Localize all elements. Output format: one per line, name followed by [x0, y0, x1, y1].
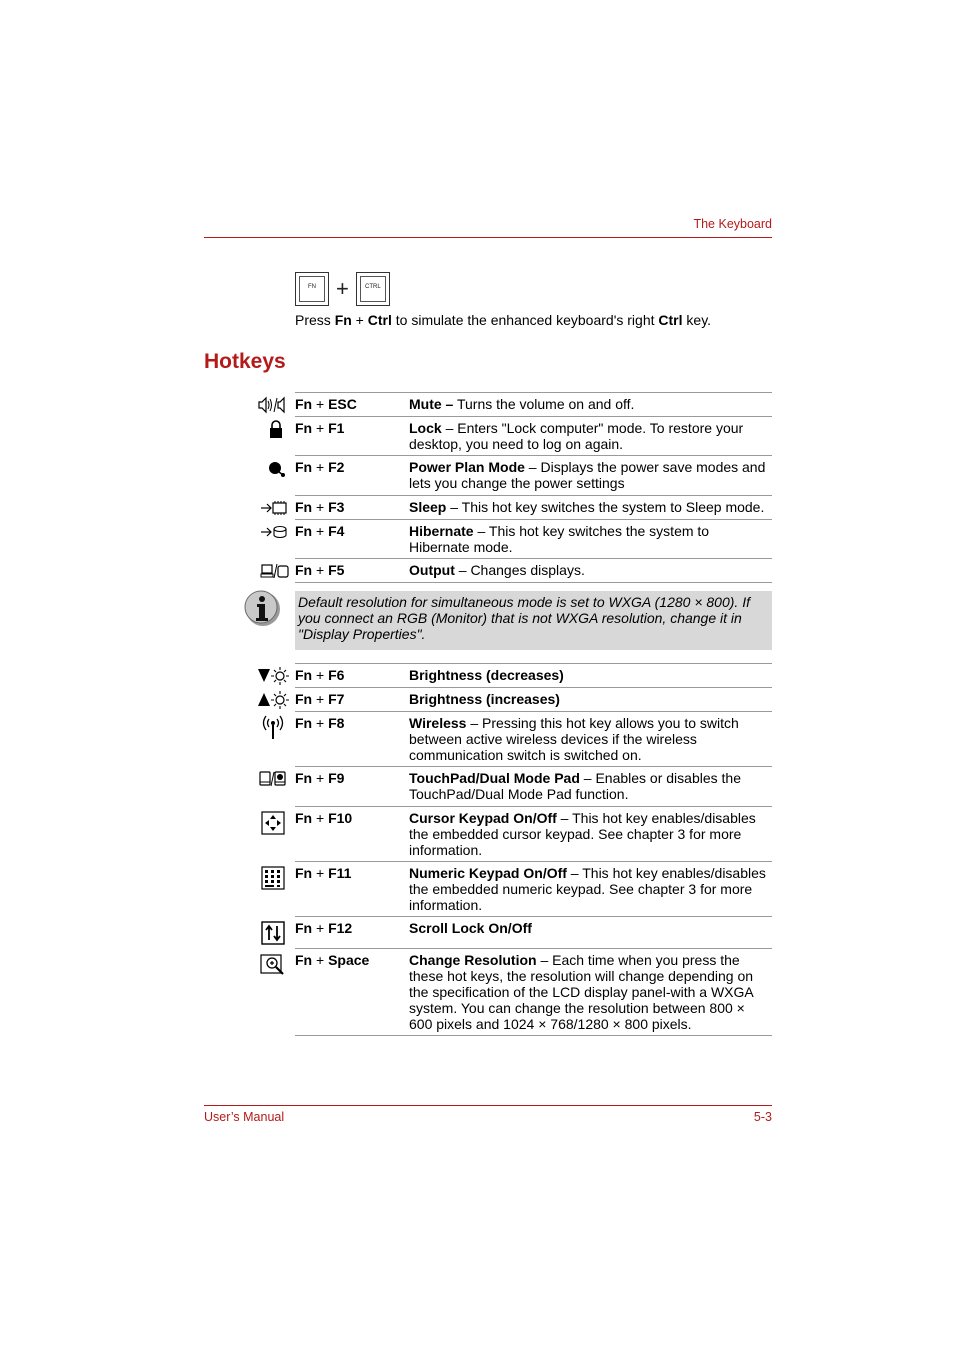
- brightness-up-icon: [257, 690, 289, 710]
- brightness-down-icon: [257, 666, 289, 686]
- fn-key-label: Fn: [295, 420, 313, 436]
- intro-ctrl: Ctrl: [367, 312, 392, 328]
- function-name: Brightness (decreases): [409, 667, 564, 683]
- function-description: – Each time when you press the these hot keys, the resolution will change depending on the specification of the LCD display panel-with a WXGA system. You can change the resolution between 800 × 600 pixels and 1024 × 768/1280 × 800 pixels.: [409, 952, 754, 1032]
- fn-key-label: Fn: [295, 499, 313, 515]
- hotkey-row: [295, 917, 772, 949]
- hotkey-row: [295, 456, 772, 496]
- wireless-icon: [257, 714, 289, 740]
- hotkey-combination: [295, 396, 357, 412]
- hotkey-row: [295, 664, 772, 688]
- hotkey-row: [295, 862, 772, 917]
- fn-key-label: Fn: [295, 810, 313, 826]
- fn-key-label: Fn: [295, 667, 313, 683]
- function-name: Numeric Keypad On/Off: [409, 865, 567, 881]
- plus-text: +: [312, 459, 329, 475]
- function-name: Hibernate: [409, 523, 474, 539]
- sleep-icon: [257, 498, 289, 518]
- hotkey-combination: [295, 920, 352, 936]
- hotkey-description: [409, 715, 772, 763]
- hotkey-combination: [295, 952, 369, 968]
- function-name: TouchPad/Dual Mode Pad: [409, 770, 580, 786]
- plus-text: +: [312, 770, 329, 786]
- function-name: Wireless: [409, 715, 467, 731]
- hotkey-combination: [295, 667, 344, 683]
- key-label: F2: [328, 459, 345, 475]
- function-description: – Changes displays.: [454, 562, 585, 578]
- hibernate-icon: [257, 522, 289, 542]
- hotkey-table-2: [295, 663, 772, 1036]
- info-icon: [244, 590, 282, 628]
- intro-ctrl: Ctrl: [658, 312, 683, 328]
- function-description: – Pressing this hot key allows you to switch between active wireless devices if the wireless communication switch is switched on.: [409, 715, 739, 763]
- zoom-resolution-icon: [257, 953, 289, 977]
- function-description: – Enables or disables the TouchPad/Dual Mode Pad function.: [409, 770, 741, 802]
- intro-text: +: [351, 312, 368, 328]
- hotkey-row: [295, 496, 772, 520]
- scroll-lock-icon: [257, 921, 289, 945]
- hotkey-row: [295, 393, 772, 417]
- fn-key-label: Fn: [295, 770, 313, 786]
- hotkey-description: [409, 562, 772, 578]
- hotkey-combination: [295, 523, 344, 539]
- key-label: F6: [328, 667, 345, 683]
- hotkey-row: [295, 949, 772, 1036]
- hotkey-description: [409, 810, 772, 858]
- key-label: F7: [328, 691, 345, 707]
- key-label: Space: [328, 952, 370, 968]
- plus-text: +: [312, 691, 329, 707]
- hotkey-description: [409, 420, 772, 452]
- key-label: F8: [328, 715, 345, 731]
- hotkey-combination: [295, 459, 344, 475]
- function-name: Mute –: [409, 396, 454, 412]
- fn-key-label: Fn: [295, 715, 313, 731]
- fn-key-label: Fn: [295, 952, 313, 968]
- note-box: [295, 591, 772, 650]
- plus-text: +: [312, 865, 329, 881]
- fn-keycap: [295, 272, 329, 306]
- hotkey-description: [409, 459, 772, 491]
- function-description: – Displays the power save modes and lets you change the power settings: [409, 459, 766, 491]
- lock-icon: [257, 419, 289, 439]
- hotkey-table-1: [295, 392, 772, 583]
- speaker-icon: [257, 395, 289, 415]
- key-illustration: [295, 271, 390, 307]
- key-label: F1: [328, 420, 345, 436]
- footer-left: User’s Manual: [204, 1110, 285, 1124]
- hotkey-row: [295, 559, 772, 583]
- hotkey-combination: [295, 562, 344, 578]
- hotkey-description: [409, 920, 772, 936]
- hotkey-description: [409, 952, 772, 1032]
- intro-paragraph: [295, 312, 711, 328]
- hotkey-description: [409, 770, 772, 802]
- hotkey-description: [409, 523, 772, 555]
- function-name: Brightness (increases): [409, 691, 560, 707]
- section-title: Hotkeys: [204, 350, 286, 373]
- hotkey-row: [295, 688, 772, 712]
- fn-key-label: Fn: [295, 920, 313, 936]
- footer-rule: [204, 1105, 772, 1106]
- fn-key-label: Fn: [295, 562, 313, 578]
- plus-text: +: [312, 523, 329, 539]
- fn-key-label: Fn: [295, 865, 313, 881]
- function-name: Change Resolution: [409, 952, 537, 968]
- key-label: F12: [328, 920, 353, 936]
- intro-text: key.: [682, 312, 712, 328]
- fn-key-label: Fn: [295, 523, 313, 539]
- hotkey-description: [409, 499, 772, 515]
- numeric-keypad-icon: [257, 866, 289, 890]
- key-label: F10: [328, 810, 353, 826]
- intro-text: Press: [295, 312, 335, 328]
- key-label: F4: [328, 523, 345, 539]
- key-label: F5: [328, 562, 345, 578]
- touchpad-icon: [257, 769, 289, 789]
- hotkey-row: [295, 807, 772, 862]
- fn-key-label: Fn: [295, 691, 313, 707]
- function-name: Sleep: [409, 499, 447, 515]
- key-label: F3: [328, 499, 345, 515]
- intro-fn: Fn: [334, 312, 352, 328]
- key-label: ESC: [328, 396, 357, 412]
- function-name: Cursor Keypad On/Off: [409, 810, 557, 826]
- fn-key-label: Fn: [295, 396, 313, 412]
- plus-text: +: [312, 920, 329, 936]
- function-description: – This hot key switches the system to Hibernate mode.: [409, 523, 710, 555]
- hotkey-description: [409, 691, 772, 707]
- header-rule: [204, 237, 772, 238]
- note-text: Default resolution for simultaneous mode is set to WXGA (1280 × 800). If you connect an RGB (Monitor) that is not WXGA resolution, change it in "Display Properties".: [298, 594, 750, 642]
- cursor-keypad-icon: [257, 811, 289, 835]
- running-header: The Keyboard: [693, 217, 772, 231]
- key-label: F9: [328, 770, 345, 786]
- hotkey-row: [295, 767, 772, 807]
- function-description: – This hot key switches the system to Sleep mode.: [446, 499, 765, 515]
- hotkey-description: [409, 865, 772, 913]
- plus-text: +: [312, 715, 329, 731]
- output-display-icon: [257, 561, 289, 581]
- key-label: F11: [328, 865, 352, 881]
- power-plan-icon: [257, 458, 289, 478]
- plus-text: +: [312, 667, 329, 683]
- function-description: – This hot key enables/disables the embedded numeric keypad. See chapter 3 for more information.: [409, 865, 766, 913]
- hotkey-description: [409, 667, 772, 683]
- hotkey-combination: [295, 865, 351, 881]
- function-description: – This hot key enables/disables the embedded cursor keypad. See chapter 3 for more information.: [409, 810, 756, 858]
- plus-sign: +: [336, 276, 349, 301]
- function-name: Scroll Lock On/Off: [409, 920, 532, 936]
- function-name: Power Plan Mode: [409, 459, 525, 475]
- plus-text: +: [312, 396, 329, 412]
- function-name: Lock: [409, 420, 442, 436]
- page-number: 5-3: [753, 1110, 772, 1124]
- function-description: Turns the volume on and off.: [453, 396, 635, 412]
- fn-key-label: Fn: [295, 459, 313, 475]
- plus-text: +: [312, 562, 329, 578]
- hotkey-combination: [295, 770, 344, 786]
- hotkey-combination: [295, 715, 344, 731]
- hotkey-combination: [295, 499, 344, 515]
- ctrl-keycap-label: CTRL: [360, 276, 386, 302]
- hotkey-description: [409, 396, 772, 412]
- function-name: Output: [409, 562, 455, 578]
- plus-text: +: [312, 499, 329, 515]
- intro-text: to simulate the enhanced keyboard's right: [391, 312, 659, 328]
- hotkey-row: [295, 520, 772, 559]
- function-description: – Enters "Lock computer" mode. To restore your desktop, you need to log on again.: [409, 420, 744, 452]
- hotkey-combination: [295, 420, 344, 436]
- plus-text: +: [312, 810, 329, 826]
- hotkey-row: [295, 417, 772, 456]
- ctrl-keycap: [356, 272, 390, 306]
- plus-text: +: [312, 952, 329, 968]
- plus-text: +: [312, 420, 329, 436]
- hotkey-combination: [295, 691, 344, 707]
- fn-keycap-label: FN: [299, 276, 325, 302]
- hotkey-combination: [295, 810, 352, 826]
- hotkey-row: [295, 712, 772, 767]
